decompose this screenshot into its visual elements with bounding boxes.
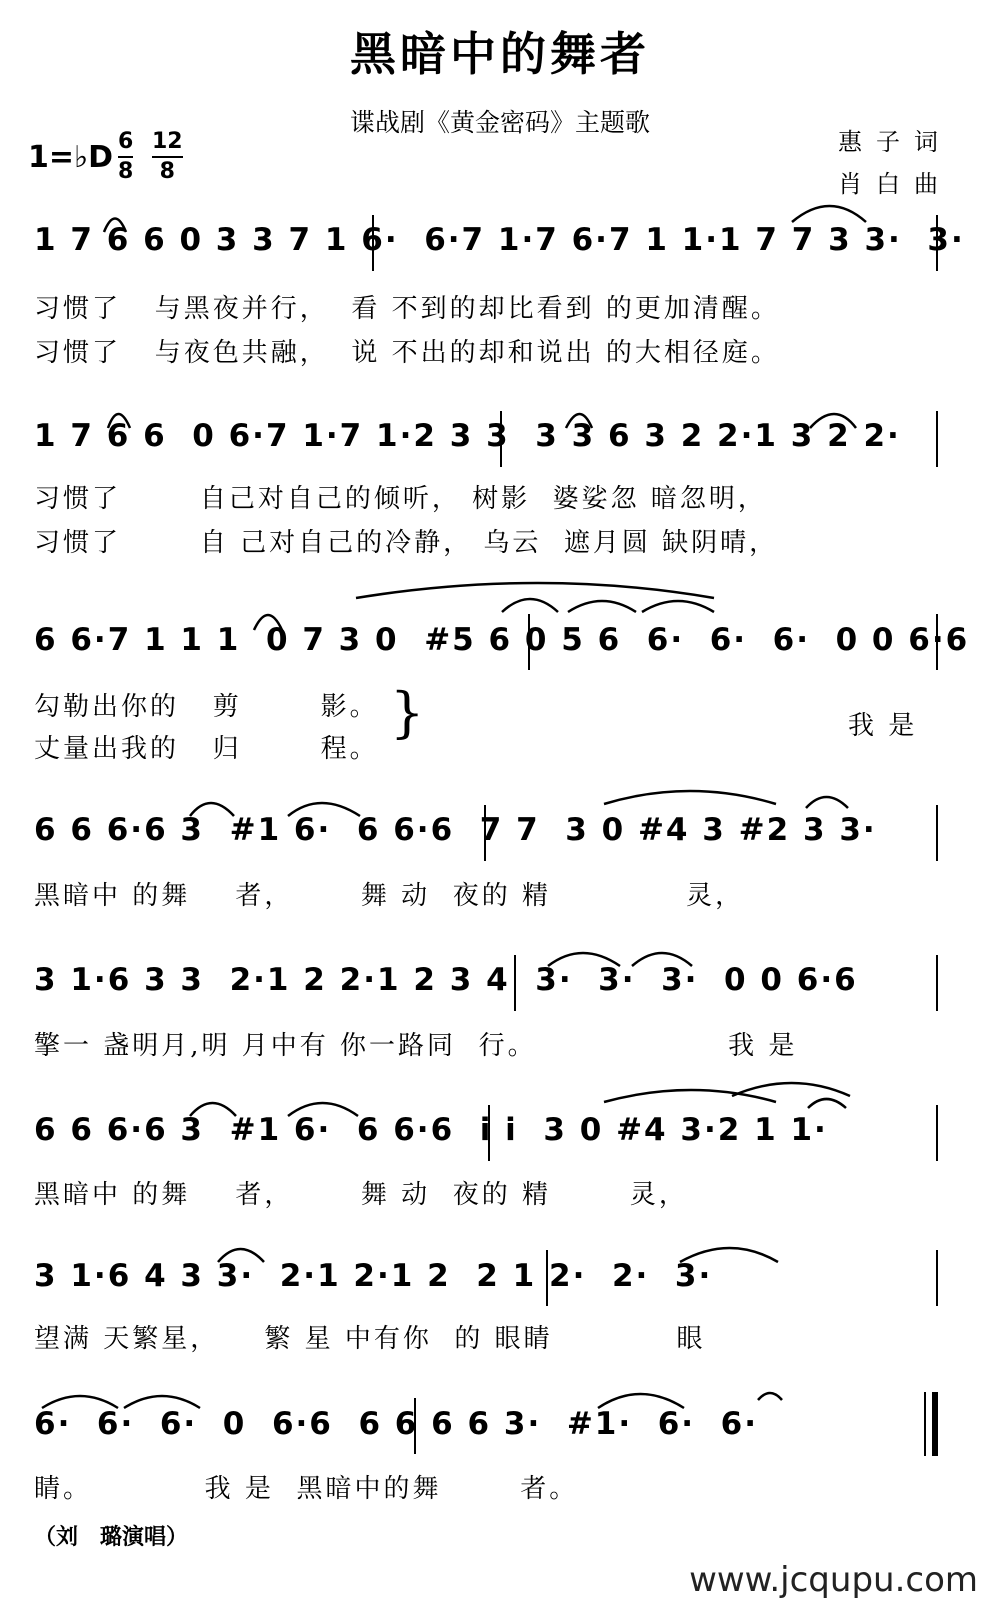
final-bar-thick [932,1392,938,1456]
time-sig-numerator: 6 [118,129,134,154]
bar-line [936,1105,938,1161]
bar-line [500,411,502,467]
time-signature-12-8 [152,128,183,186]
singer-credit: （刘 璐演唱） [34,1525,189,1550]
slur-arc [568,601,636,612]
slur-arc [806,797,848,808]
lyrics-line-2-verse-1: 习惯了 自己对自己的倾听， 树影 婆娑忽 暗忽明， [34,484,767,514]
bar-line [372,215,374,271]
notation-line-2: 1 7 6 6 0 6·7 1·7 1·2 3 3 3 3 6 3 2 2·1 3 2 2· [34,418,901,454]
key-signature: 1=♭D [28,140,114,175]
lyrics-line-1-verse-2: 习惯了 与夜色共融， 说 不出的却和说出 的大相径庭。 [34,338,780,368]
lyrics-line-3-verse-2: 丈量出我的 归 程。 [34,734,379,764]
time-sig-denominator: 8 [152,156,183,186]
bar-line [414,1398,416,1454]
time-sig-numerator: 12 [152,129,183,154]
lyricist-credit: 惠子词 [838,128,952,156]
lyrics-line-2-verse-2: 习惯了 自 己对自己的冷静， 乌云 遮月圆 缺阴晴， [34,528,779,558]
slur-arc [502,599,558,612]
fermata-arc [758,1393,782,1400]
lyrics-line-8: 睛。 我 是 黑暗中的舞 者。 [34,1474,579,1504]
composer-credit: 肖白曲 [838,170,952,198]
notation-line-1: 1 7 6 6 0 3 3 7 1 6· 6·7 1·7 6·7 1 1·1 7 7 3 3· 3· [34,222,965,258]
slur-arc [604,1090,776,1102]
bar-line [546,1250,548,1306]
watermark: www.jcqupu.com [689,1560,978,1600]
slur-arc [808,1099,846,1108]
final-bar-thin [924,1392,926,1456]
slur-arc [604,791,776,804]
slur-arc [792,206,866,222]
bar-line [936,411,938,467]
bar-line [936,955,938,1011]
lyrics-line-6: 黑暗中 的舞 者， 舞 动 夜的 精 灵， [34,1180,688,1210]
bar-line [936,805,938,861]
slur-arc [732,1083,850,1096]
verse-brace: } [390,681,425,744]
notation-line-4: 6 6 6·6 3 #1 6· 6 6·6 7 7 3 0 #4 3 #2 3 3· [34,812,877,848]
lyrics-line-7: 望满 天繁星， 繁 星 中有你 的 眼睛 眼 [34,1324,706,1354]
bar-line [528,614,530,670]
notation-line-7: 3 1·6 4 3 3· 2·1 2·1 2 2 1 2· 2· 3· [34,1258,713,1294]
lyrics-line-3-verse-1: 勾勒出你的 剪 影。 [34,692,379,722]
lyrics-line-4: 黑暗中 的舞 者， 舞 动 夜的 精 灵， [34,881,745,911]
time-signature-6-8 [118,128,133,186]
song-subtitle: 谍战剧《黄金密码》主题歌 [349,108,650,137]
lyrics-line-1-verse-1: 习惯了 与黑夜并行， 看 不到的却比看到 的更加清醒。 [34,294,780,324]
notation-line-6: 6 6 6·6 3 #1 6· 6 6·6 i i 3 0 #4 3·2 1 1· [34,1112,828,1148]
bar-line [488,1105,490,1161]
time-sig-denominator: 8 [118,156,133,186]
bar-line [514,955,516,1011]
notation-line-8: 6· 6· 6· 0 6·6 6 6 6 6 3· #1· 6· 6· [34,1406,759,1442]
slur-arc [356,583,714,598]
bar-line [484,805,486,861]
notation-line-5: 3 1·6 3 3 2·1 2 2·1 2 3 4 3· 3· 3· 0 0 6·6 [34,962,858,998]
lyrics-line-5: 擎一 盏明月,明 月中有 你一路同 行。 我 是 [34,1031,798,1061]
slur-arc [642,601,714,612]
bar-line [936,1250,938,1306]
bar-line [936,215,938,271]
notation-line-3: 6 6·7 1 1 1 0 7 3 0 #5 6 0 5 6 6· 6· 6· 0 0 6·6 [34,622,970,658]
bar-line [936,614,938,670]
lyrics-line-3-pickup: 我 是 [848,711,918,741]
song-title: 黑暗中的舞者 [350,27,650,81]
